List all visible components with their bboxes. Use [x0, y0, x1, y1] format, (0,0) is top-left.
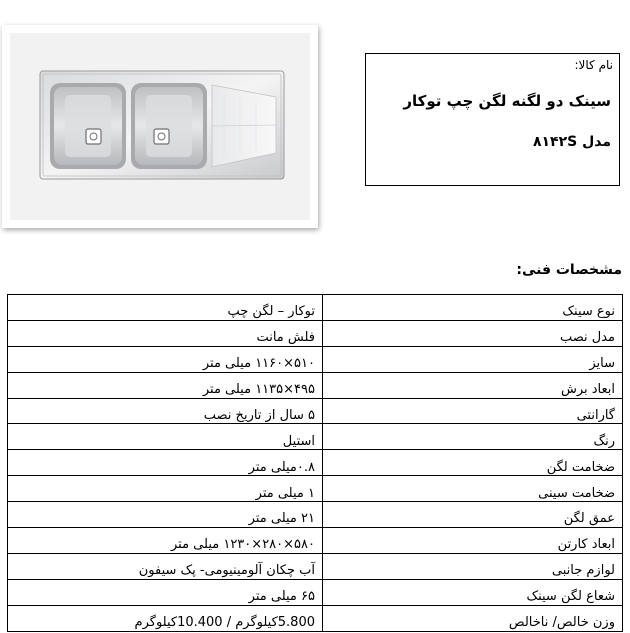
product-title-box [365, 53, 620, 186]
spec-value: آب چکان آلومینیومی- پک سیفون [8, 553, 323, 579]
spec-key: شعاع لگن سینک [323, 579, 623, 605]
table-row [8, 502, 623, 528]
table-row [8, 476, 623, 502]
spec-key: رنگ [323, 424, 623, 450]
spec-value: ۵۸۰×۲۸۰×۱۲۳۰ میلی متر [8, 528, 323, 554]
spec-value: ۲۱ میلی متر [8, 502, 323, 528]
sink-illustration [10, 33, 310, 220]
product-model: مدل ۸۱۴۲S [532, 134, 611, 150]
spec-key: عمق لگن [323, 502, 623, 528]
left-bowl [50, 83, 126, 169]
spec-key: مدل نصب [323, 320, 623, 346]
right-bowl [131, 83, 207, 169]
spec-value: فلش مانت [8, 320, 323, 346]
spec-value: توکار – لگن چپ [8, 295, 323, 321]
spec-value: 5.800کیلوگرم / 10.400کیلوگرم [8, 605, 323, 631]
spec-value: ۴۹۵×۱۱۳۵ میلی متر [8, 372, 323, 398]
spec-key: ضخامت لگن [323, 450, 623, 476]
table-row [8, 528, 623, 554]
table-row [8, 398, 623, 424]
spec-key: گارانتی [323, 398, 623, 424]
spec-key: ابعاد کارتن [323, 528, 623, 554]
spec-value: ۰.۸میلی متر [8, 450, 323, 476]
table-row [8, 372, 623, 398]
table-row [8, 320, 623, 346]
spec-value: ۵ سال از تاریخ نصب [8, 398, 323, 424]
drainboard [212, 85, 276, 167]
product-name-label: نام کالا: [574, 58, 613, 72]
table-row [8, 553, 623, 579]
spec-value: استیل [8, 424, 323, 450]
product-photo-frame [2, 25, 318, 228]
spec-key: لوازم جانبی [323, 553, 623, 579]
spec-key: ابعاد برش [323, 372, 623, 398]
spec-key: سایز [323, 346, 623, 372]
product-photo [10, 33, 310, 220]
spec-value: ۶۵ میلی متر [8, 579, 323, 605]
table-row [8, 450, 623, 476]
specs-table [7, 294, 623, 632]
table-row [8, 295, 623, 321]
spec-key: نوع سینک [323, 295, 623, 321]
table-row [8, 346, 623, 372]
specs-heading: مشخصات فنی: [516, 262, 622, 278]
table-row [8, 579, 623, 605]
spec-key: وزن خالص/ ناخالص [323, 605, 623, 631]
table-row [8, 424, 623, 450]
spec-key: ضخامت سینی [323, 476, 623, 502]
product-title: سینک دو لگنه لگن چپ توکار [403, 92, 611, 110]
spec-value: ۱ میلی متر [8, 476, 323, 502]
table-row [8, 605, 623, 631]
spec-value: ۵۱۰×۱۱۶۰ میلی متر [8, 346, 323, 372]
